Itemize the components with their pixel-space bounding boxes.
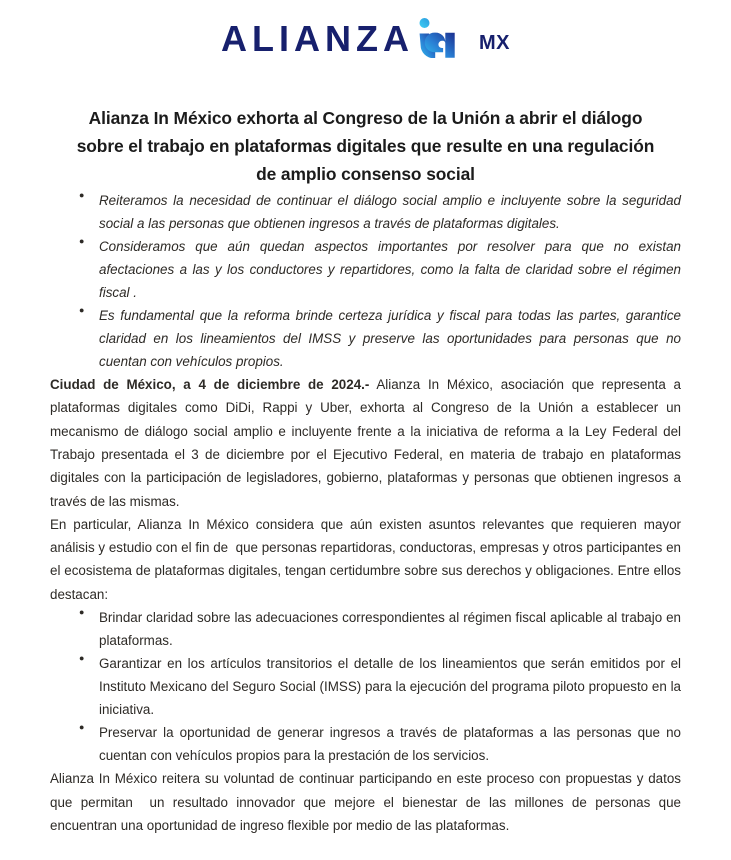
logo-mx-suffix: MX bbox=[478, 32, 510, 54]
list-item: ● Preservar la oportunidad de generar ingresos a través de plataformas a las personas que no cuentan con vehículos propios para la prestación de los servicios. bbox=[50, 721, 681, 767]
alianza-in-monogram-icon bbox=[416, 14, 474, 63]
second-paragraph: En particular, Alianza In México considera que aún existen asuntos relevantes que requieren mayor análisis y estudio con el fin de que personas repartidoras, conductoras, empresas y otros participantes en el ecosistema de plataformas digitales, tengan certidumbre sobre sus derechos y obligaciones. Entre ellos destacan: bbox=[50, 516, 685, 602]
dateline-paragraph bbox=[50, 373, 685, 513]
logo-wordmark: ALIANZA bbox=[221, 18, 414, 59]
list-item: ● Consideramos que aún quedan aspectos importantes por resolver para que no existan afectaciones a las y los conductores y repartidores, como la falta de claridad sobre el régimen fiscal . bbox=[50, 235, 681, 304]
list-item: ● Garantizar en los artículos transitorios el detalle de los lineamientos que serán emitidos por el Instituto Mexicano del Seguro Social (IMSS) para la ejecución del programa piloto propuesto en la iniciativa. bbox=[50, 652, 681, 721]
highlights-list bbox=[50, 189, 681, 373]
page-title: Alianza In México exhorta al Congreso de la Unión a abrir el diálogo sobre el trabajo en plataformas digitales que resulte en una regulación de amplio consenso social bbox=[76, 108, 655, 185]
asks-list bbox=[50, 606, 681, 767]
alianza-in-mx-logo bbox=[221, 14, 510, 64]
closing-paragraph: Alianza In México reitera su voluntad de continuar participando en este proceso con propuestas y datos que permitan un resultado innovador que mejore el bienestar de las millones de personas que encuentran una oportunidad de ingreso flexible por medio de las plataformas. bbox=[50, 771, 685, 834]
list-item: ● Brindar claridad sobre las adecuaciones correspondientes al régimen fiscal aplicable al trabajo en plataformas. bbox=[50, 606, 681, 652]
document-header bbox=[50, 0, 681, 78]
list-item: ● Reiteramos la necesidad de continuar el diálogo social amplio e incluyente sobre la seguridad social a las personas que obtienen ingresos a través de plataformas digitales. bbox=[50, 189, 681, 235]
dateline-place-date: Ciudad de México, a 4 de diciembre de 2024.- bbox=[50, 376, 370, 392]
list-item: ● Es fundamental que la reforma brinde certeza jurídica y fiscal para todas las partes, garantice claridad en los lineamientos del IMSS y preserve las oportunidades para personas que no cuentan con vehículos propios. bbox=[50, 304, 681, 373]
dateline-body: Alianza In México, asociación que representa a plataformas digitales como DiDi, Rappi y Uber, exhorta al Congreso de la Unión a establecer un mecanismo de diálogo social amplio e incluyente frente a la iniciativa de reforma a la Ley Federal del Trabajo presentada el 3 de diciembre por el Ejecutivo Federal, en materia de trabajo en plataformas digitales con la participación de legisladores, gobierno, plataformas y personas que obtienen ingresos a través de las mismas. bbox=[50, 376, 685, 509]
